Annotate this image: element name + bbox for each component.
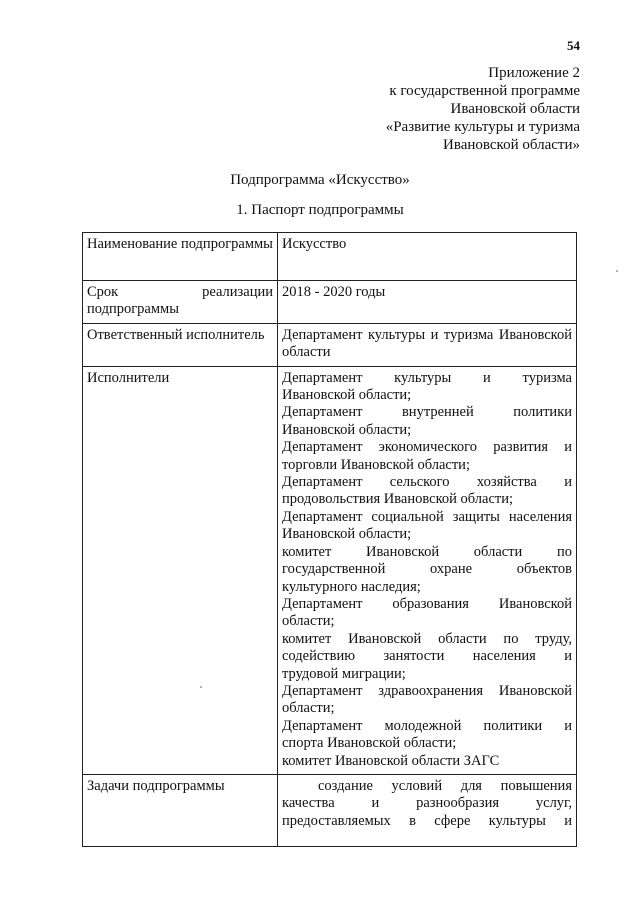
task-line: предоставляемых в сфере культуры и [282, 812, 572, 829]
responsible-label: Ответственный исполнитель [83, 323, 278, 366]
executor-line: Ивановской области; [282, 387, 412, 404]
term-label-word: Срок [87, 284, 119, 300]
term-value: 2018 - 2020 годы [278, 281, 577, 324]
tasks-value [278, 774, 577, 846]
appendix-line: «Развитие культуры и туризма [385, 119, 580, 135]
executor-line: Департамент молодежной политики и [282, 717, 572, 734]
executor-line: Департамент социальной защиты населения [282, 508, 572, 525]
passport-table [82, 232, 577, 847]
executors-label: Исполнители [83, 366, 278, 774]
executor-line: области; [282, 700, 335, 717]
table-row-executors [83, 366, 577, 774]
executor-line: торговли Ивановской области; [282, 456, 470, 473]
name-label: Наименование подпрограммы [83, 233, 278, 281]
executor-line: Департамент внутренней политики [282, 404, 572, 421]
scan-speck [616, 270, 618, 272]
term-label-line: подпрограммы [87, 301, 179, 318]
executor-line: продовольствия Ивановской области; [282, 491, 514, 508]
table-row-name [83, 233, 577, 281]
responsible-value: Департамент культуры и туризма Ивановской области [278, 323, 577, 366]
executor-line: государственной охране объектов [282, 561, 572, 578]
executor-line: области; [282, 613, 335, 630]
appendix-line: к государственной программе [389, 83, 580, 99]
executor-line: Ивановской области; [282, 526, 412, 543]
task-line: качества и разнообразия услуг, [282, 795, 572, 812]
executor-line: Департамент культуры и туризма [282, 369, 572, 386]
executor-line: Ивановской области; [282, 421, 412, 438]
section-title: 1. Паспорт подпрограммы [236, 202, 404, 218]
appendix-header [386, 64, 580, 154]
executor-line: трудовой миграции; [282, 665, 406, 682]
executor-line: Департамент сельского хозяйства и [282, 474, 572, 491]
executor-line: комитет Ивановской области ЗАГС [282, 752, 500, 769]
page-number: 54 [567, 38, 580, 53]
table-row-responsible [83, 323, 577, 366]
executor-line: Департамент образования Ивановской [282, 595, 572, 612]
table-row-tasks [83, 774, 577, 846]
appendix-line: Приложение 2 [488, 65, 580, 81]
table-row-term [83, 281, 577, 324]
executor-line: Департамент здравоохранения Ивановской [282, 682, 572, 699]
executor-line: культурного наследия; [282, 578, 421, 595]
appendix-line: Ивановской области [450, 101, 580, 117]
executor-line: комитет Ивановской области по [282, 543, 572, 560]
term-label-word: реализации [202, 284, 273, 300]
task-line: создание условий для повышения [318, 777, 572, 794]
tasks-label: Задачи подпрограммы [83, 774, 278, 846]
subprogram-title: Подпрограмма «Искусство» [230, 172, 410, 188]
term-label [83, 281, 278, 324]
name-value: Искусство [278, 233, 577, 281]
appendix-line: Ивановской области» [443, 137, 580, 153]
executor-line: содействию занятости населения и [282, 648, 572, 665]
executor-line: Департамент экономического развития и [282, 439, 572, 456]
executors-value [278, 366, 577, 774]
executor-line: комитет Ивановской области по труду, [282, 630, 572, 647]
scan-speck [200, 686, 202, 688]
executor-line: спорта Ивановской области; [282, 735, 457, 752]
